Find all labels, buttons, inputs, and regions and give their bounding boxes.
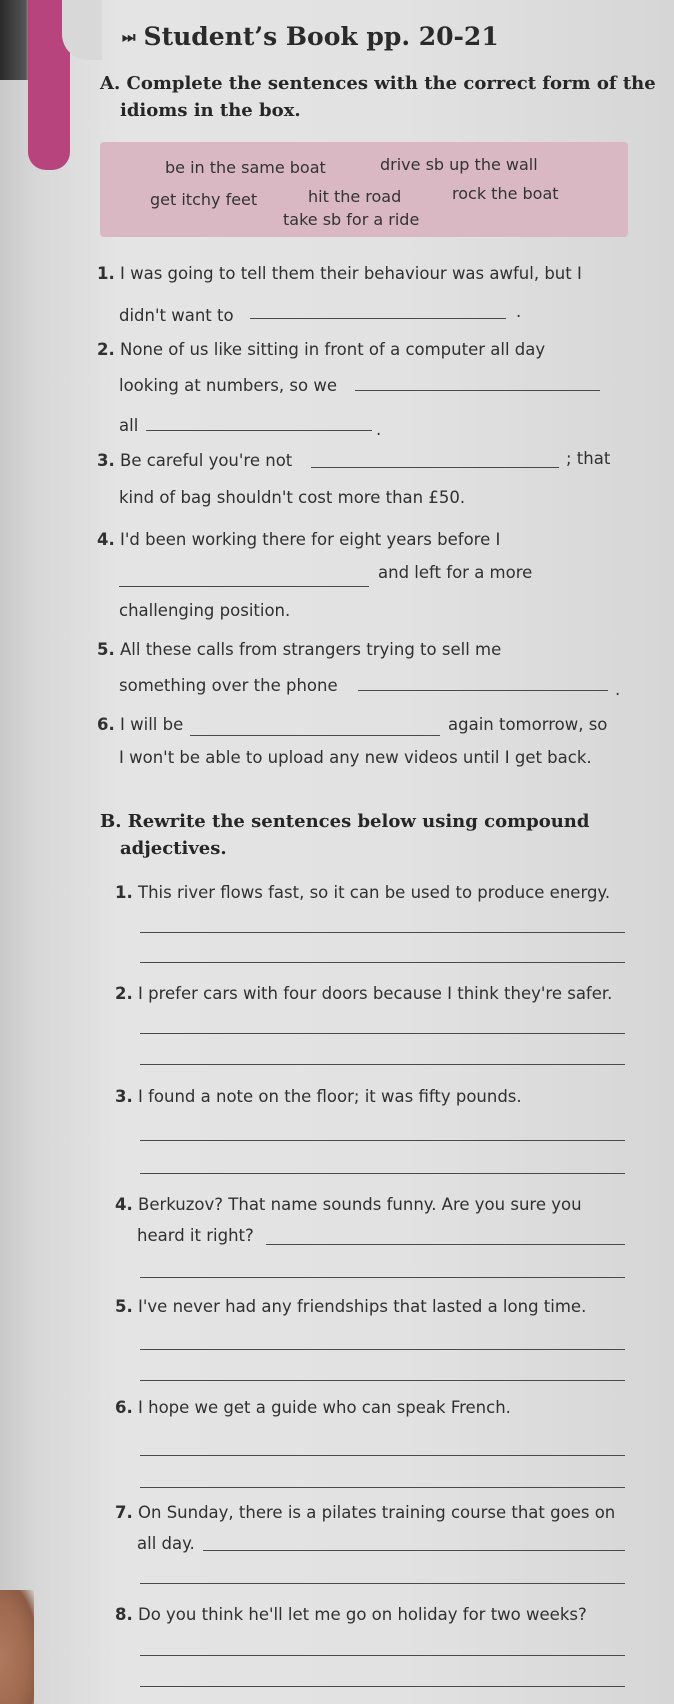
answer-blank[interactable] [140,932,625,933]
answer-blank[interactable] [140,1380,625,1381]
item-number: 5. [115,1297,133,1316]
idiom: take sb for a ride [283,210,420,229]
item-text: challenging position. [119,601,291,620]
answer-blank[interactable] [140,1655,625,1656]
section-a-title [100,70,656,124]
answer-blank[interactable] [140,1140,625,1141]
item-text: All these calls from strangers trying to sell me [120,640,502,659]
answer-blank[interactable] [250,318,506,319]
answer-blank[interactable] [311,467,559,468]
item-text: and left for a more [378,563,533,582]
answer-blank[interactable] [355,390,600,391]
item-text: looking at numbers, so we [119,376,337,395]
answer-blank[interactable] [358,690,608,691]
item-number: 5. [97,640,115,659]
idiom: drive sb up the wall [380,155,538,174]
idiom: rock the boat [452,184,559,203]
answer-blank[interactable] [140,1064,625,1065]
item-text: I've never had any friendships that lasted a long time. [138,1297,587,1316]
item-text: This river flows fast, so it can be used to produce energy. [138,883,611,902]
item-number: 3. [97,451,115,470]
idiom: hit the road [308,187,402,206]
item-number: 4. [115,1195,133,1214]
item-number: 4. [97,530,115,549]
item-text: didn't want to [119,306,234,325]
item-text: . [516,302,522,321]
page-tab-decoration [28,0,70,170]
item-text: Be careful you're not [120,451,293,470]
item-text: heard it right? [137,1226,254,1245]
answer-blank[interactable] [140,1033,625,1034]
item-text: I prefer cars with four doors because I think they're safer. [138,984,613,1003]
section-b-title-line1: B. Rewrite the sentences below using compound [100,811,590,832]
item-number: 7. [115,1503,133,1522]
section-b-title [100,808,589,862]
idiom: get itchy feet [150,190,258,209]
answer-blank[interactable] [140,1455,625,1456]
heading-text: Student’s Book pp. 20-21 [143,22,499,51]
item-number: 2. [115,984,133,1003]
item-text: I'd been working there for eight years before I [120,530,501,549]
answer-blank[interactable] [140,1686,625,1687]
answer-blank[interactable] [140,1173,625,1174]
item-text: I will be [120,715,184,734]
answer-blank[interactable] [119,586,369,587]
item-text: kind of bag shouldn't cost more than £50. [119,488,466,507]
item-number: 6. [115,1398,133,1417]
answer-blank[interactable] [140,1487,625,1488]
section-a-title-line1: A. Complete the sentences with the correct form of the [100,73,656,94]
answer-blank[interactable] [140,1583,625,1584]
idiom: be in the same boat [165,158,326,177]
answer-blank[interactable] [140,962,625,963]
finger-in-photo [0,1590,34,1704]
answer-blank[interactable] [140,1349,625,1350]
item-number: 1. [97,264,115,283]
item-text: . [376,420,382,439]
idiom-box [100,142,628,237]
item-number: 1. [115,883,133,902]
item-text: all [119,416,139,435]
item-text: On Sunday, there is a pilates training course that goes on [138,1503,616,1522]
answer-blank[interactable] [140,1277,625,1278]
item-number: 8. [115,1605,133,1624]
section-b-title-line2: adjectives. [120,838,227,859]
item-text: I was going to tell them their behaviour was awful, but I [120,264,582,283]
item-text: I won't be able to upload any new videos until I get back. [119,748,592,767]
answer-blank[interactable] [190,735,440,736]
item-text: Do you think he'll let me go on holiday for two weeks? [138,1605,587,1624]
item-text: None of us like sitting in front of a computer all day [120,340,546,359]
skip-forward-icon: ⏭ [122,28,136,46]
item-text: ; that [566,449,611,468]
item-text: I hope we get a guide who can speak French. [138,1398,511,1417]
item-number: 2. [97,340,115,359]
item-text: Berkuzov? That name sounds funny. Are you sure you [138,1195,582,1214]
item-number: 3. [115,1087,133,1106]
page-heading [122,22,499,51]
item-text: all day. [137,1534,195,1553]
section-a-title-line2: idioms in the box. [120,100,301,121]
item-text: I found a note on the floor; it was fifty pounds. [138,1087,522,1106]
item-text: again tomorrow, so [448,715,608,734]
answer-blank[interactable] [266,1244,625,1245]
answer-blank[interactable] [146,430,372,431]
item-number: 6. [97,715,115,734]
item-text: . [615,680,621,699]
answer-blank[interactable] [203,1550,625,1551]
item-text: something over the phone [119,676,338,695]
